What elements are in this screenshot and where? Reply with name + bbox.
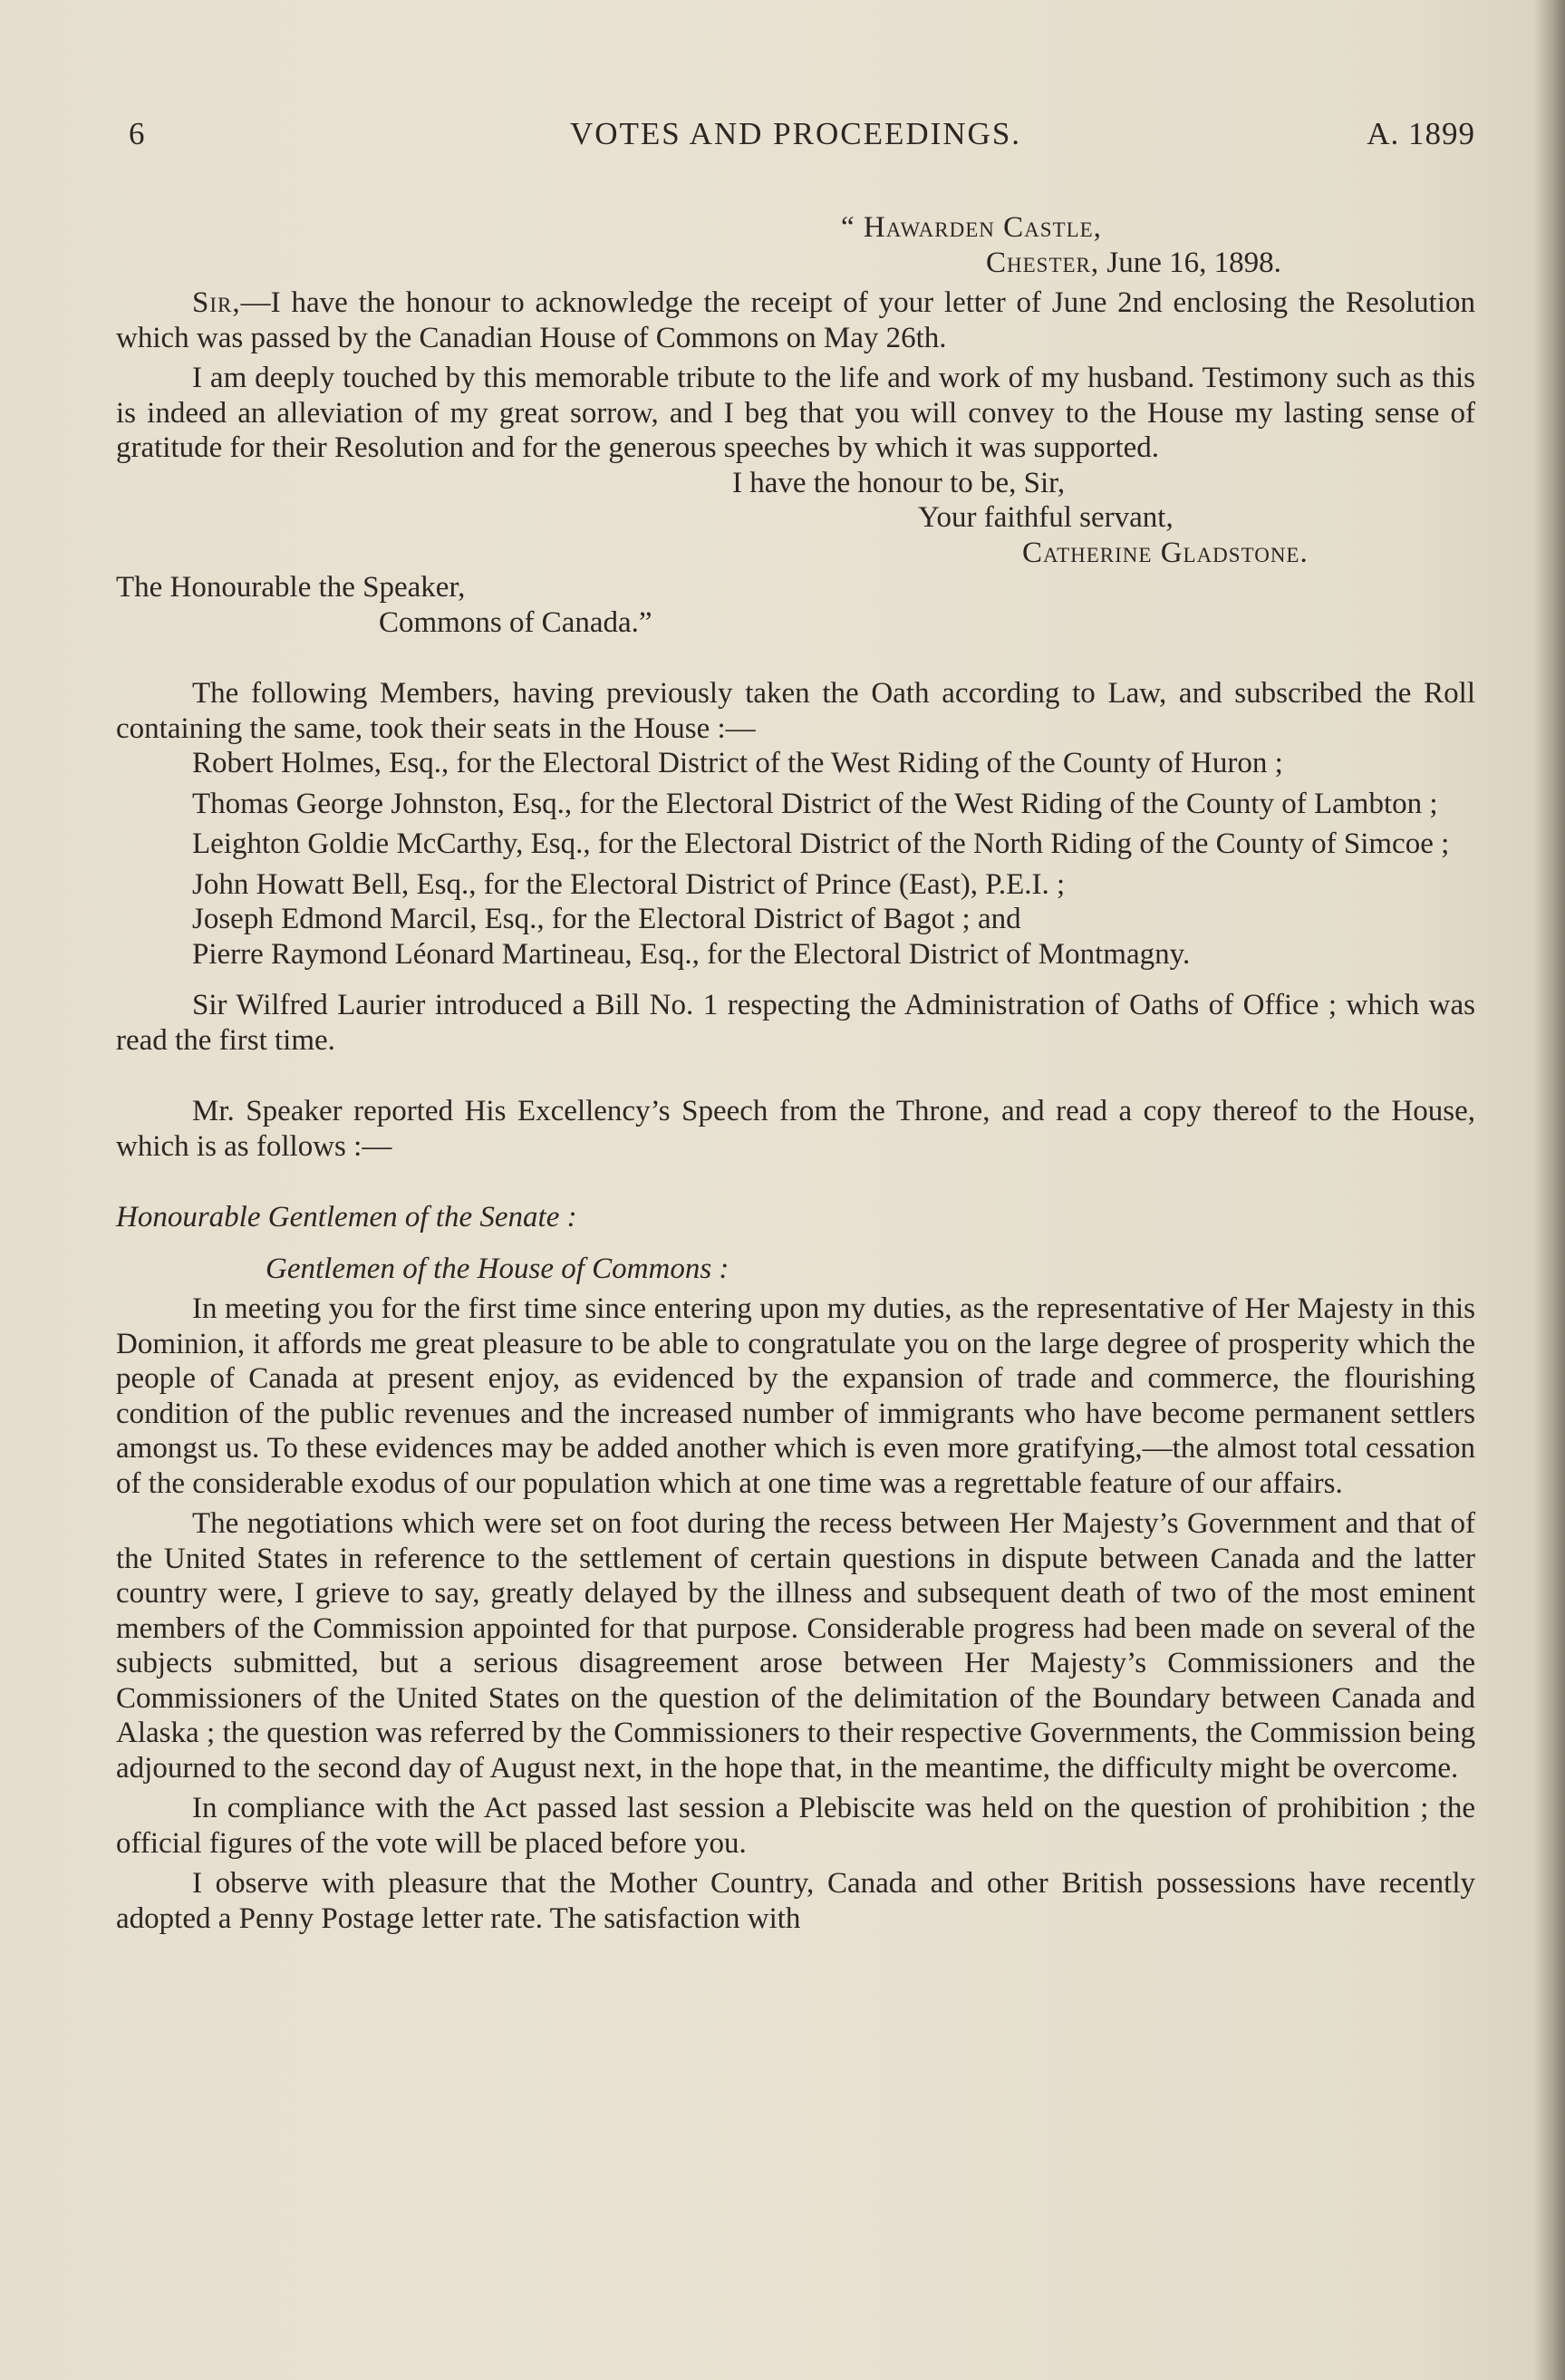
speech-heading-senate: Honourable Gentlemen of the Senate : [116,1201,577,1234]
letter-date: June 16, 1898. [1106,246,1281,279]
letter-salutation: Sir, [192,286,241,319]
speech-paragraph: In meeting you for the first time since entering upon my duties, as the representative of Her Majesty in this Dominion, it affords me great pleasure to be able to congratulate you on the large degree of prosperity which the people of Canada at present enjoy, as evidenced by the expansion of trade and commerce, the flourishing condition of the public revenues and the increased number of immigrants who have become permanent settlers amongst us. To these evidences may be added another which is even more gratifying,—the almost total cessation of the considerable exodus of our population which at one time was a regrettable feature of our affairs. [116,1292,1475,1500]
letter-paragraph-2: I am deeply touched by this memorable tribute to the life and work of my husband. Testimony such as this is indeed an alleviation of my great sorrow, and I beg that you will convey to the House my lasting sense of gratitude for their Resolution and for the generous speeches by which it was supported. [116,362,1475,464]
speaker-report: Mr. Speaker reported His Excellency’s Speech from the Throne, and read a copy thereof to the House, which is as follows :— [116,1095,1475,1163]
member-entry: John Howatt Bell, Esq., for the Electoral District of Prince (East), P.E.I. ; [192,867,1066,901]
letter-place: “ Hawarden Castle, [841,211,1102,244]
speech-heading-commons: Gentlemen of the House of Commons : [266,1252,729,1285]
page-body [116,210,1475,1936]
member-entry: Robert Holmes, Esq., for the Electoral District of the West Riding of the County of Huron ; [192,747,1283,779]
letter-paragraph-1-text: —I have the honour to acknowledge the receipt of your letter of June 2nd enclosing the Resolution which was passed by the Canadian House of Commons on May 26th. [116,286,1475,354]
member-entry: Joseph Edmond Marcil, Esq., for the Electoral District of Bagot ; and [192,903,1021,935]
letter-dateline [116,246,1475,281]
letter-addressee-2: Commons of Canada.” [379,605,652,639]
letter-signature: Catherine Gladstone. [1022,536,1309,569]
member-entry: Pierre Raymond Léonard Martineau, Esq., for the Electoral District of Montmagny. [192,937,1191,971]
speech-paragraph: The negotiations which were set on foot during the recess between Her Majesty’s Government and that of the United States in reference to the settlement of certain questions in dispute between Canada and the latter country were, I grieve to say, greatly delayed by the illness and subsequent death of two of the most eminent members of the Commission appointed for that purpose. Considerable progress had been made on several of the subjects submitted, but a serious disagreement arose between Her Majesty’s Commissioners and the Commissioners of the United States on the question of the delimitation of the Boundary between Canada and Alaska ; the question was referred by the Commissioners to their respective Governments, the Commission being adjourned to the second day of August next, in the hope that, in the meantime, the difficulty might be overcome. [116,1507,1475,1785]
letter-paragraph-1 [116,285,1475,355]
letter-closing-2: Your faithful servant, [918,501,1174,534]
members-intro: The following Members, having previously taken the Oath according to Law, and subscribed the Roll containing the same, took their seats in the House :— [116,677,1475,745]
bill-introduction: Sir Wilfred Laurier introduced a Bill No. 1 respecting the Administration of Oaths of Office ; which was read the first time. [116,989,1475,1057]
running-title: VOTES AND PROCEEDINGS. [569,116,1022,151]
letter-date-place: Chester, [986,246,1100,279]
member-entry: Thomas George Johnston, Esq., for the Electoral District of the West Riding of the County of Lambton ; [192,787,1438,820]
speech-paragraph: In compliance with the Act passed last session a Plebiscite was held on the question of prohibition ; the official figures of the vote will be placed before you. [116,1792,1475,1860]
letter-closing-1: I have the honour to be, Sir, [732,466,1066,499]
running-header [116,116,1475,158]
page-edge-shadow [1534,0,1565,2380]
page-number: 6 [129,116,146,151]
session-year: A. 1899 [1367,116,1475,151]
letter-addressee-1: The Honourable the Speaker, [116,571,466,604]
member-entry: Leighton Goldie McCarthy, Esq., for the Electoral District of the North Riding of the County of Simcoe ; [192,827,1450,860]
speech-paragraph: I observe with pleasure that the Mother Country, Canada and other British possessions have recently adopted a Penny Postage letter rate. The satisfaction with [116,1867,1475,1935]
